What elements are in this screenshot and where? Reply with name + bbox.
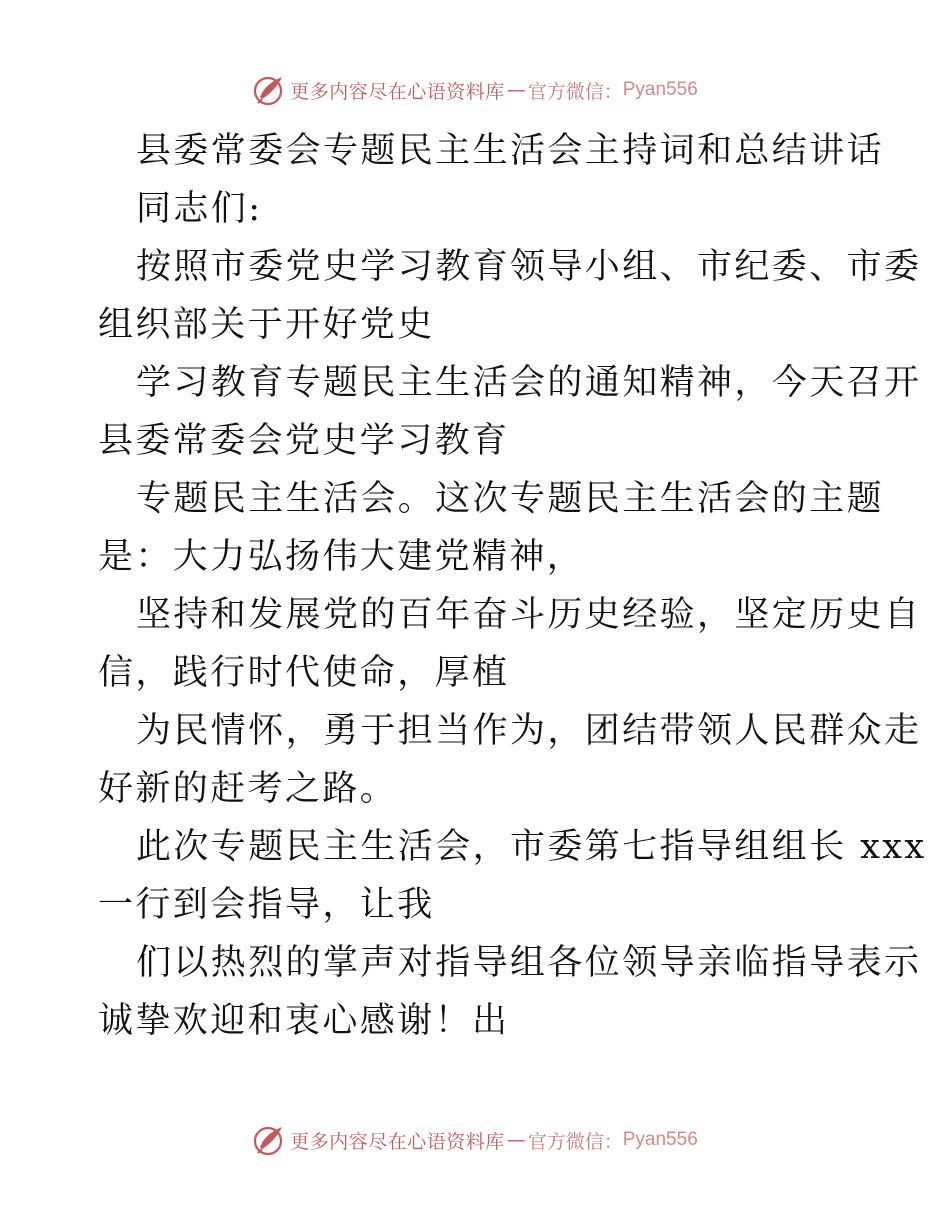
quill-pen-logo-icon	[252, 73, 286, 107]
banner-main-text: 更多内容尽在心语资料库	[290, 80, 505, 103]
banner-main-text: 更多内容尽在心语资料库	[290, 1130, 505, 1153]
banner-dash: —	[506, 79, 526, 101]
paragraph-line: 信，践行时代使命，厚植	[98, 653, 510, 693]
paragraph-line: 一行到会指导，让我	[98, 885, 435, 925]
banner-wechat-label: 官方微信：	[527, 1130, 623, 1153]
document-body	[98, 122, 927, 1050]
document-title: 县委常委会专题民主生活会主持词和总结讲话	[136, 131, 885, 171]
paragraph-line: 此次专题民主生活会，市委第七指导组组长 xxx	[136, 827, 927, 867]
paragraph-line: 坚持和发展党的百年奋斗历史经验，坚定历史自	[136, 595, 922, 635]
quill-pen-logo-icon	[252, 1123, 286, 1157]
paragraph-line: 组织部关于开好党史	[98, 305, 435, 345]
paragraph-line: 为民情怀，勇于担当作为，团结带领人民群众走	[136, 711, 922, 751]
header-banner	[0, 70, 950, 110]
paragraph-line: 县委常委会党史学习教育	[98, 421, 510, 461]
banner-wechat-id: Pyan556	[622, 1129, 698, 1150]
banner-dash: —	[506, 1129, 526, 1151]
footer-banner	[0, 1120, 950, 1160]
paragraph-line: 专题民主生活会。这次专题民主生活会的主题	[136, 479, 885, 519]
banner-wechat-id: Pyan556	[622, 79, 698, 100]
paragraph-line: 好新的赶考之路。	[98, 769, 398, 809]
salutation: 同志们:	[136, 189, 263, 229]
banner-wechat-label: 官方微信：	[527, 80, 623, 103]
paragraph-line: 是：大力弘扬伟大建党精神，	[98, 537, 585, 577]
paragraph-line: 学习教育专题民主生活会的通知精神，今天召开	[136, 363, 922, 403]
paragraph-line: 们以热烈的掌声对指导组各位领导亲临指导表示	[136, 943, 922, 983]
paragraph-line: 按照市委党史学习教育领导小组、市纪委、市委	[136, 247, 922, 287]
paragraph-line: 诚挚欢迎和衷心感谢！出	[98, 1001, 510, 1041]
